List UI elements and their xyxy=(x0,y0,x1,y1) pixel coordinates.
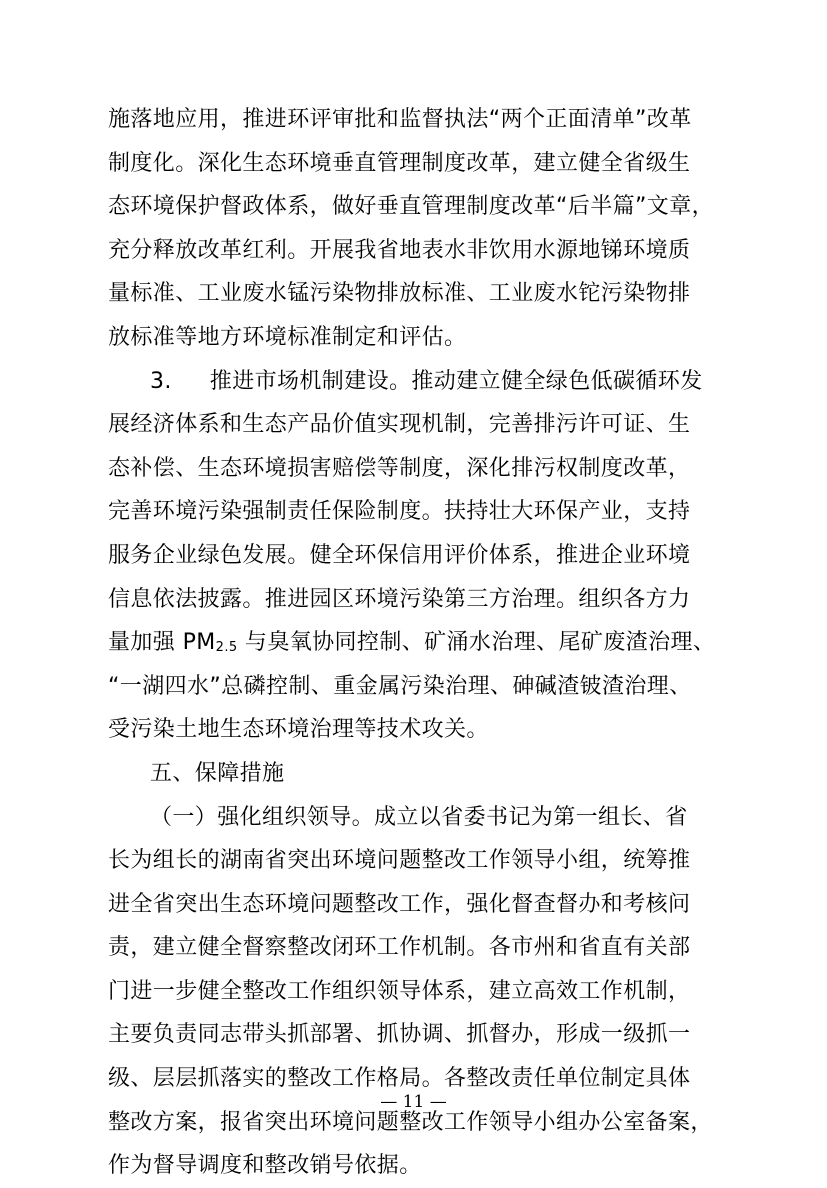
pm25-line xyxy=(108,621,728,665)
item-3-first-line xyxy=(108,360,728,404)
text-line: 整改方案，报省突出环境问题整改工作领导小组办公室备案， xyxy=(108,1109,713,1135)
text-line: 受污染土地生态环境治理等技术攻关。 xyxy=(108,717,489,743)
text-line: 施落地应用，推进环评审批和监督执法“两个正面清单”改革 xyxy=(108,107,692,132)
item-3-title: 推进市场机制建设。推动建立健全绿色低碳循环发 xyxy=(209,368,703,394)
pm-before: 量加强 PM xyxy=(108,630,216,656)
text-line: 门进一步健全整改工作组织领导体系，建立高效工作机制， xyxy=(108,978,691,1004)
para-1-first-line: （一）强化组织领导。成立以省委书记为第一组长、省 xyxy=(150,804,688,830)
body-text xyxy=(108,98,728,1188)
text-line: 完善环境污染强制责任保险制度。扶持壮大环保产业，支持 xyxy=(108,499,691,525)
text-line: 态环境保护督政体系，做好垂直管理制度改革“后半篇”文章， xyxy=(108,194,714,220)
text-line: “一湖四水”总磷控制、重金属污染治理、砷碱渣铍渣治理、 xyxy=(108,673,692,699)
section-5-heading: 五、保障措施 xyxy=(150,760,285,786)
text-line: 信息依法披露。推进园区环境污染第三方治理。组织各方力 xyxy=(108,586,691,612)
text-line: 级、层层抓落实的整改工作格局。各整改责任单位制定具体 xyxy=(108,1066,691,1092)
item-3-number: 3. xyxy=(150,368,172,394)
text-line: 态补偿、生态环境损害赔偿等制度，深化排污权制度改革， xyxy=(108,455,691,481)
text-line: 服务企业绿色发展。健全环保信用评价体系，推进企业环境 xyxy=(108,542,691,568)
page-number: — 11 — xyxy=(380,1092,447,1112)
text-line: 责，建立健全督察整改闭环工作机制。各市州和省直有关部 xyxy=(108,935,691,961)
text-line: 长为组长的湖南省突出环境问题整改工作领导小组，统筹推 xyxy=(108,848,691,874)
pm-after: 与臭氧协同控制、矿涌水治理、尾矿废渣治理、 xyxy=(237,630,716,656)
text-line: 主要负责同志带头抓部署、抓协调、抓督办，形成一级抓一 xyxy=(108,1022,691,1048)
text-line: 量标准、工业废水锰污染物排放标准、工业废水铊污染物排 xyxy=(108,281,691,307)
pm-subscript: 2.5 xyxy=(215,640,238,656)
text-line: 制度化。深化生态环境垂直管理制度改革，建立健全省级生 xyxy=(108,150,691,176)
text-line: 充分释放改革红利。开展我省地表水非饮用水源地锑环境质 xyxy=(108,237,691,263)
text-line: 作为督导调度和整改销号依据。 xyxy=(108,1153,422,1179)
text-line: 进全省突出生态环境问题整改工作，强化督查督办和考核问 xyxy=(108,891,691,917)
text-line: 展经济体系和生态产品价值实现机制，完善排污许可证、生 xyxy=(108,412,691,438)
text-line: 放标准等地方环境标准制定和评估。 xyxy=(108,324,467,350)
